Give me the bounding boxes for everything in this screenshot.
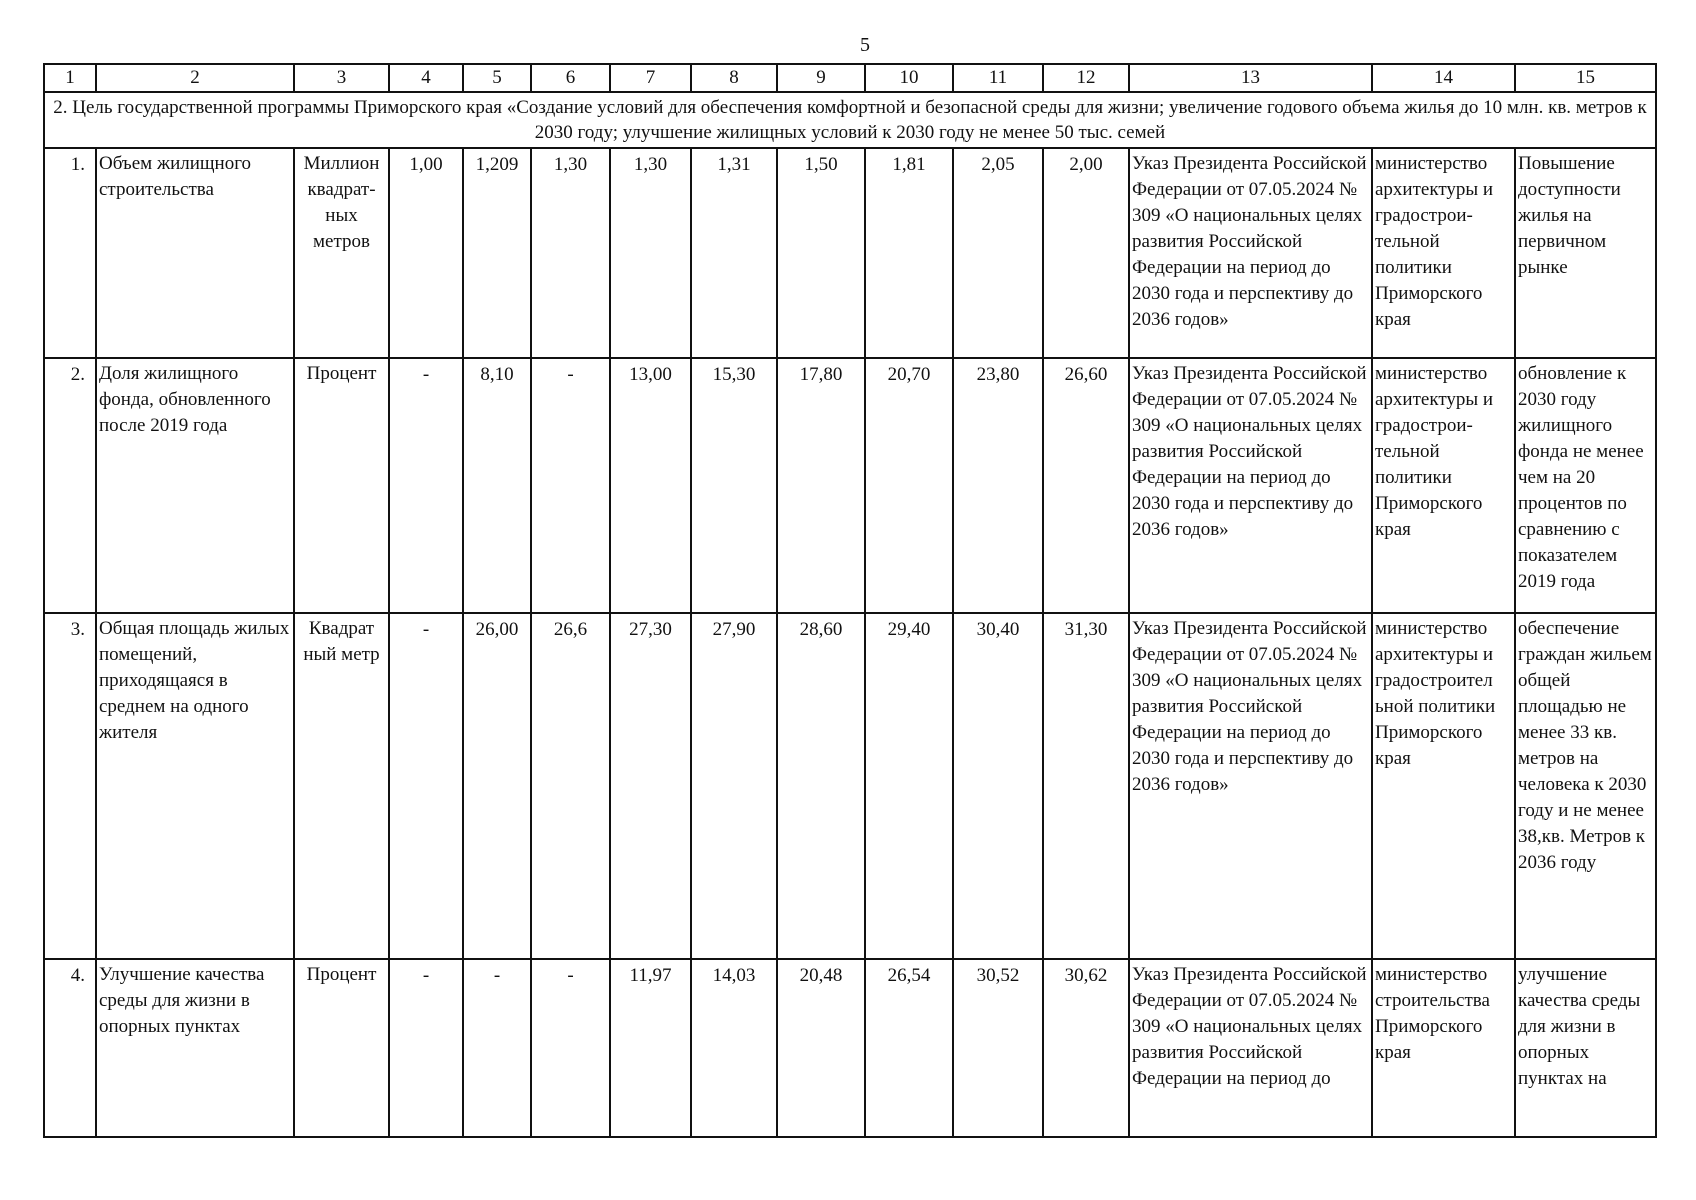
value-cell: 1,81 bbox=[865, 148, 953, 358]
basis-document: Указ Президента Российской Федерации от 07.05.2024 № 309 «О национальных целях развития Российской Федерации на период до 2030 года и перспективу до 2036 годов» bbox=[1129, 613, 1372, 959]
indicator-name: Объем жилищного строительства bbox=[96, 148, 294, 358]
value-cell: 8,10 bbox=[463, 358, 531, 613]
value-cell: - bbox=[389, 613, 463, 959]
value-cell: 2,05 bbox=[953, 148, 1043, 358]
value-cell: 2,00 bbox=[1043, 148, 1129, 358]
value-cell: - bbox=[531, 959, 610, 1137]
row-index: 1. bbox=[44, 148, 96, 358]
value-cell: 27,30 bbox=[610, 613, 691, 959]
value-cell: 1,209 bbox=[463, 148, 531, 358]
national-goal-link: Повышение доступности жилья на первичном рынке bbox=[1515, 148, 1656, 358]
value-cell: 1,00 bbox=[389, 148, 463, 358]
value-cell: 30,52 bbox=[953, 959, 1043, 1137]
column-number: 2 bbox=[96, 64, 294, 92]
national-goal-link: обновление к 2030 году жилищного фонда не менее чем на 20 процентов по сравнению с показателем 2019 года bbox=[1515, 358, 1656, 613]
responsible-body: министерство архитектуры и градострои-тельной политики Приморского края bbox=[1372, 148, 1515, 358]
value-cell: 1,30 bbox=[531, 148, 610, 358]
column-number: 15 bbox=[1515, 64, 1656, 92]
responsible-body: министерство архитектуры и градостроител ьной политики Приморского края bbox=[1372, 613, 1515, 959]
value-cell: 13,00 bbox=[610, 358, 691, 613]
goal-heading-row bbox=[44, 92, 1656, 148]
value-cell: - bbox=[389, 959, 463, 1137]
column-number: 5 bbox=[463, 64, 531, 92]
value-cell: 30,62 bbox=[1043, 959, 1129, 1137]
value-cell: - bbox=[463, 959, 531, 1137]
unit-of-measure: Процент bbox=[294, 959, 389, 1137]
indicators-table bbox=[43, 63, 1657, 1138]
value-cell: 31,30 bbox=[1043, 613, 1129, 959]
column-number: 4 bbox=[389, 64, 463, 92]
value-cell: 28,60 bbox=[777, 613, 865, 959]
value-cell: 14,03 bbox=[691, 959, 777, 1137]
value-cell: 26,00 bbox=[463, 613, 531, 959]
column-number: 3 bbox=[294, 64, 389, 92]
column-number: 11 bbox=[953, 64, 1043, 92]
column-number: 12 bbox=[1043, 64, 1129, 92]
goal-heading: 2. Цель государственной программы Приморского края «Создание условий для обеспечения комфортной и безопасной среды для жизни; увеличение годового объема жилья до 10 млн. кв. метров к 2030 году; улучшение жилищных условий к 2030 году не менее 50 тыс. семей bbox=[44, 92, 1656, 148]
value-cell: 1,31 bbox=[691, 148, 777, 358]
column-number: 13 bbox=[1129, 64, 1372, 92]
indicator-name: Общая площадь жилых помещений, приходящаяся в среднем на одного жителя bbox=[96, 613, 294, 959]
basis-document: Указ Президента Российской Федерации от 07.05.2024 № 309 «О национальных целях развития Российской Федерации на период до 2030 года и перспективу до 2036 годов» bbox=[1129, 358, 1372, 613]
column-number-row bbox=[44, 64, 1656, 92]
table-row bbox=[44, 358, 1656, 613]
value-cell: 15,30 bbox=[691, 358, 777, 613]
value-cell: 1,30 bbox=[610, 148, 691, 358]
unit-of-measure: Квадрат ный метр bbox=[294, 613, 389, 959]
indicator-name: Улучшение качества среды для жизни в опорных пунктах bbox=[96, 959, 294, 1137]
indicator-name: Доля жилищного фонда, обновленного после 2019 года bbox=[96, 358, 294, 613]
value-cell: 20,48 bbox=[777, 959, 865, 1137]
value-cell: - bbox=[531, 358, 610, 613]
column-number: 9 bbox=[777, 64, 865, 92]
column-number: 7 bbox=[610, 64, 691, 92]
value-cell: - bbox=[389, 358, 463, 613]
table-row bbox=[44, 613, 1656, 959]
table-row bbox=[44, 959, 1656, 1137]
unit-of-measure: Миллион квадрат-ных метров bbox=[294, 148, 389, 358]
basis-document: Указ Президента Российской Федерации от 07.05.2024 № 309 «О национальных целях развития Российской Федерации на период до 2030 года и перспективу до 2036 годов» bbox=[1129, 148, 1372, 358]
value-cell: 1,50 bbox=[777, 148, 865, 358]
value-cell: 29,40 bbox=[865, 613, 953, 959]
column-number: 1 bbox=[44, 64, 96, 92]
value-cell: 27,90 bbox=[691, 613, 777, 959]
responsible-body: министерство архитектуры и градострои-тельной политики Приморского края bbox=[1372, 358, 1515, 613]
column-number: 6 bbox=[531, 64, 610, 92]
table-row bbox=[44, 148, 1656, 358]
national-goal-link: обеспечение граждан жильем общей площадью не менее 33 кв. метров на человека к 2030 году и не менее 38,кв. Метров к 2036 году bbox=[1515, 613, 1656, 959]
value-cell: 26,6 bbox=[531, 613, 610, 959]
row-index: 3. bbox=[44, 613, 96, 959]
row-index: 4. bbox=[44, 959, 96, 1137]
page-number: 5 bbox=[860, 34, 870, 56]
value-cell: 23,80 bbox=[953, 358, 1043, 613]
value-cell: 11,97 bbox=[610, 959, 691, 1137]
column-number: 10 bbox=[865, 64, 953, 92]
value-cell: 30,40 bbox=[953, 613, 1043, 959]
row-index: 2. bbox=[44, 358, 96, 613]
value-cell: 26,60 bbox=[1043, 358, 1129, 613]
national-goal-link: улучшение качества среды для жизни в опорных пунктах на bbox=[1515, 959, 1656, 1137]
column-number: 8 bbox=[691, 64, 777, 92]
column-number: 14 bbox=[1372, 64, 1515, 92]
value-cell: 20,70 bbox=[865, 358, 953, 613]
value-cell: 26,54 bbox=[865, 959, 953, 1137]
responsible-body: министерство строительства Приморского края bbox=[1372, 959, 1515, 1137]
basis-document: Указ Президента Российской Федерации от 07.05.2024 № 309 «О национальных целях развития Российской Федерации на период до bbox=[1129, 959, 1372, 1137]
value-cell: 17,80 bbox=[777, 358, 865, 613]
unit-of-measure: Процент bbox=[294, 358, 389, 613]
